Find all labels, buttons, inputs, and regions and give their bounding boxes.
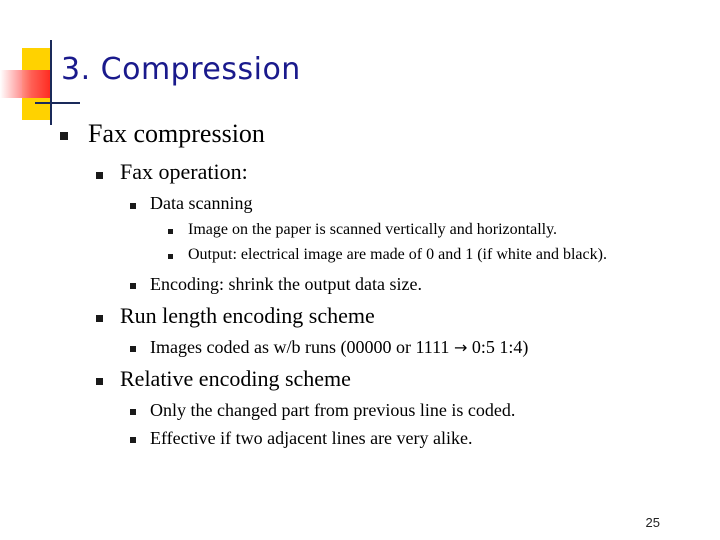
bullet-only-changed: Only the changed part from previous line is coded.: [150, 400, 516, 420]
bullet-data-scanning: Data scanning: [150, 193, 253, 213]
page-number: 25: [645, 515, 660, 530]
bullet-output-electrical: Output: electrical image are made of 0 and 1 (if white and black).: [188, 246, 607, 263]
bullet-effective-if: Effective if two adjacent lines are very alike.: [150, 428, 473, 448]
images-coded-suffix: 0:5 1:4): [467, 337, 529, 357]
logo-horizontal-line: [35, 102, 80, 104]
bullet-marker: [130, 203, 136, 209]
bullet-marker: [96, 172, 103, 179]
bullet-marker: [96, 315, 103, 322]
bullet-marker: [130, 283, 136, 289]
bullet-marker: [130, 346, 136, 352]
bullet-image-scanned: Image on the paper is scanned vertically and horizontally.: [188, 221, 558, 238]
bullet-marker: [168, 229, 173, 234]
logo-vertical-line: [50, 40, 52, 125]
bullet-marker: [168, 254, 173, 259]
bullet-images-coded: [150, 337, 528, 358]
bullet-marker: [96, 378, 103, 385]
bullet-marker: [130, 409, 136, 415]
bullet-relative-encoding: Relative encoding scheme: [120, 366, 351, 391]
bullet-marker: [130, 437, 136, 443]
logo-red-block: [0, 70, 52, 98]
slide-title: 3. Compression: [61, 52, 301, 87]
bullet-fax-operation: Fax operation:: [120, 159, 248, 184]
images-coded-prefix: Images coded as w/b runs (00000 or 1111: [150, 337, 454, 357]
arrow-right-icon: →: [453, 338, 468, 357]
bullet-encoding: Encoding: shrink the output data size.: [150, 274, 422, 294]
bullet-run-length: Run length encoding scheme: [120, 303, 375, 328]
bullet-fax-compression: Fax compression: [88, 119, 265, 148]
bullet-marker: [60, 132, 68, 140]
